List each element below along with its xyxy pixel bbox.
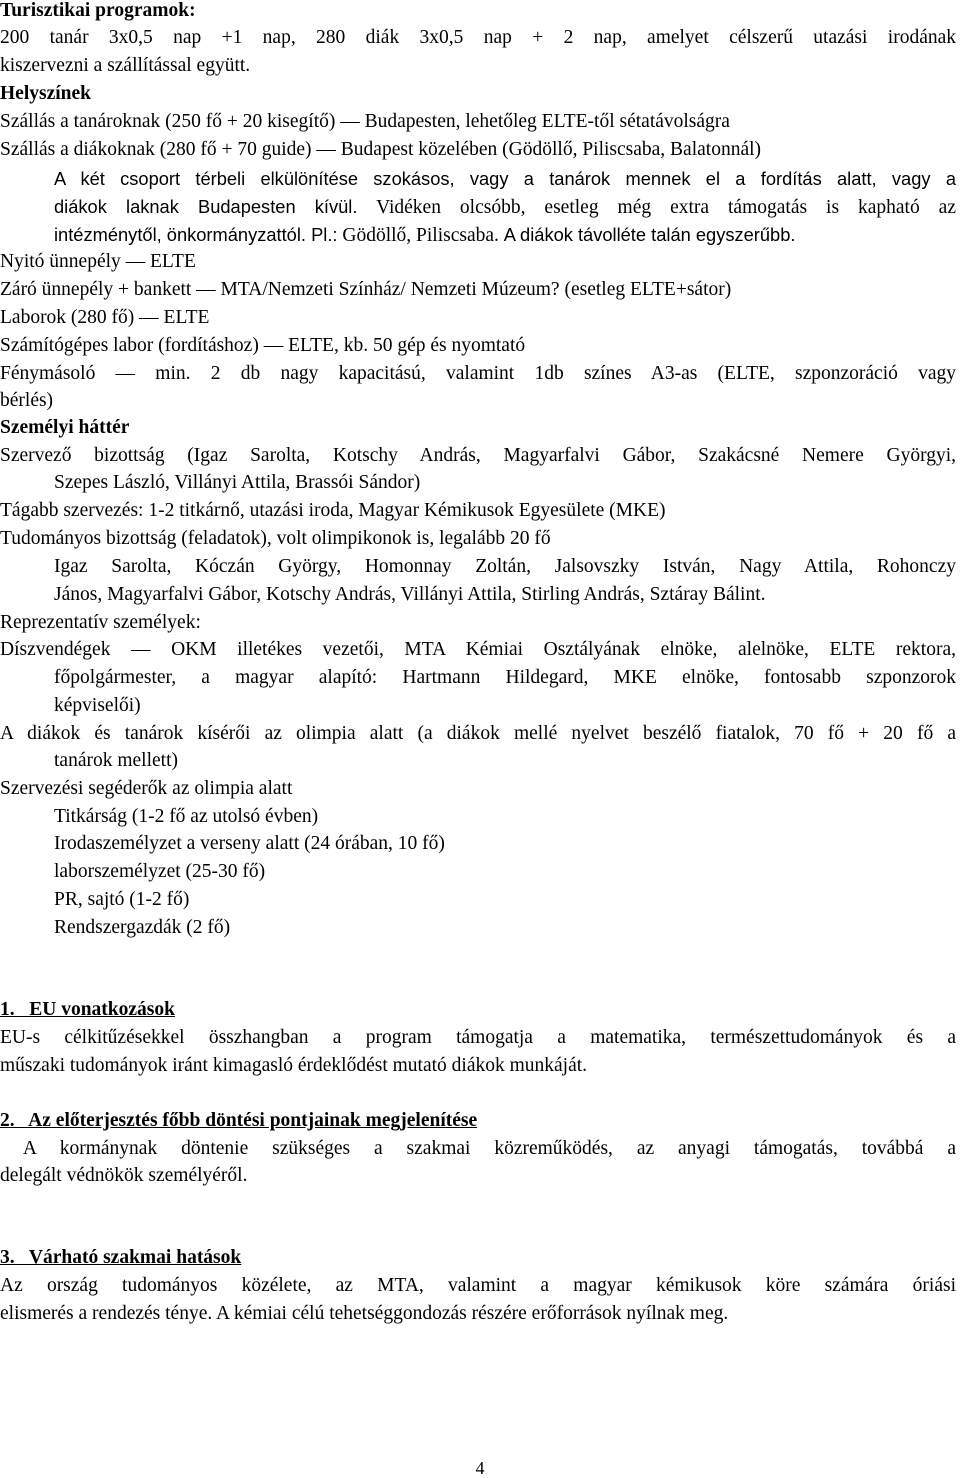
helyszinek-line2: Szállás a diákoknak (280 fő + 70 guide) — Budapest közelében (Gödöllő, Piliscsaba, Balatonnál) [0,139,762,160]
diszvendegek-line2: főpolgármester, a magyar alapító: Hartmann Hildegard, MKE elnöke, fontosabb szponzorok [54,667,956,688]
helyszinek-line5a: Záró ünnepély + bankett — MTA/Nemzeti Színház/ Nemzeti Múzeum? [0,279,560,300]
page-number: 4 [475,1458,485,1478]
helyszinek-line1: Szállás a tanároknak (250 fő + 20 kisegítő) — Budapesten, lehetőleg ELTE-től sétatávolságra [0,111,730,132]
segederok-heading: Szervezési segéderők az olimpia alatt [0,778,293,799]
section2-line1: A kormánynak döntenie szükséges a szakmai közreműködés, az anyagi támogatás, továbbá a [0,1138,956,1159]
section3-line1: Az ország tudományos közélete, az MTA, valamint a magyar kémikusok köre számára óriási [0,1275,956,1296]
helyszinek-note-line2b: Vidéken olcsóbb, esetleg még extra támogatás is kapható az [376,197,956,218]
kiserok-line1: A diákok és tanárok kísérői az olimpia alatt (a diákok mellé nyelvet beszélő fiatalok, 70 fő + 20 fő a [0,723,956,744]
section2-heading: 2. Az előterjesztés főbb döntési pontjainak megjelenítése [0,1110,478,1131]
helyszinek-line8 [0,360,956,387]
segederok-item: laborszemélyzet (25-30 fő) [54,861,266,882]
helyszinek-line8a: Fénymásoló — min. [0,363,191,384]
diszvendegek-line1: Díszvendégek — OKM illetékes vezetői, MTA Kémiai Osztályának elnöke, alelnöke, ELTE rektora, [0,639,956,660]
segederok-item: PR, sajtó (1-2 fő) [54,889,190,910]
tudomanyos-names-line2: János, Magyarfalvi Gábor, Kotschy András, Villányi Attila, Stirling András, Sztáray Bálint. [54,584,766,605]
szemelyi-heading: Személyi háttér [0,417,130,438]
helyszinek-line9: bérlés) [0,390,54,411]
helyszinek-line5b: (esetleg ELTE+sátor) [564,279,732,300]
tagabb-szervezes: Tágabb szervezés: 1-2 titkárnő, utazási iroda, Magyar Kémikusok Egyesülete (MKE) [0,500,666,521]
turisztikai-text-line2: kiszervezni a szállítással együtt. [0,55,251,76]
tudomanyos-bizottsag: Tudományos bizottság (feladatok), volt olimpikonok is, legalább 20 fő [0,528,551,549]
helyszinek-note-line3c: A diákok távolléte talán egyszerűbb. [503,224,796,245]
helyszinek-note-line3b: Gödöllő, Piliscsaba. [342,225,499,246]
helyszinek-line8b: 2 db nagy kapacitású, valamint 1db színes A3-as (ELTE, szponzoráció vagy [210,363,956,384]
helyszinek-note-line2a: diákok laknak Budapesten kívül. [54,196,358,217]
diszvendegek-line3: képviselői) [54,695,141,716]
segederok-item: Rendszergazdák (2 fő) [54,917,231,938]
helyszinek-line4: Nyitó ünnepély — ELTE [0,251,196,272]
section2-line2: delegált védnökök személyéről. [0,1165,248,1186]
section3-heading: 3. Várható szakmai hatások [0,1247,242,1268]
section1-line2: műszaki tudományok iránt kimagasló érdeklődést mutató diákok munkáját. [0,1055,588,1076]
helyszinek-line5 [0,276,956,303]
segederok-item: Titkárság (1-2 fő az utolsó évben) [54,806,319,827]
turisztikai-heading: Turisztikai programok: [0,0,196,21]
reprezentativ-szemelyek: Reprezentatív személyek: [0,612,201,633]
helyszinek-note-line2 [54,193,956,220]
section3-line2: elismerés a rendezés ténye. A kémiai célú tehetséggondozás részére erőforrások nyílnak meg. [0,1303,729,1324]
section1-heading: 1. EU vonatkozások [0,999,175,1020]
helyszinek-heading: Helyszínek [0,83,91,104]
helyszinek-line7 [0,332,956,359]
szervezo-line1: Szervező bizottság (Igaz Sarolta, Kotschy András, Magyarfalvi Gábor, Szakácsné Nemere Györgyi, [0,445,956,466]
helyszinek-line7a: Számítógépes labor (fordításhoz) — ELTE, kb. [0,335,369,356]
helyszinek-line6: Laborok (280 fő) — ELTE [0,307,210,328]
turisztikai-text-line1: 200 tanár 3x0,5 nap +1 nap, 280 diák 3x0,5 nap + 2 nap, amelyet célszerű utazási irodának [0,27,956,48]
kiserok-line2: tanárok mellett) [54,750,178,771]
segederok-item: Irodaszemélyzet a verseny alatt (24 órában, 10 fő) [54,833,445,854]
helyszinek-note-line3 [54,221,956,248]
helyszinek-line7b: 50 gép és nyomtató [372,335,526,356]
tudomanyos-names-line1: Igaz Sarolta, Kóczán György, Homonnay Zoltán, Jalsovszky István, Nagy Attila, Rohonczy [54,556,956,577]
helyszinek-note-line3a: intézménytől, önkormányzattól. Pl.: [54,224,338,245]
helyszinek-note-line1: A két csoport térbeli elkülönítése szokásos, vagy a tanárok mennek el a fordítás alatt, vagy a [54,168,956,189]
section1-line1: EU-s célkitűzésekkel összhangban a program támogatja a matematika, természettudományok és a [0,1027,956,1048]
szervezo-line2: Szepes László, Villányi Attila, Brassói Sándor) [54,472,421,493]
